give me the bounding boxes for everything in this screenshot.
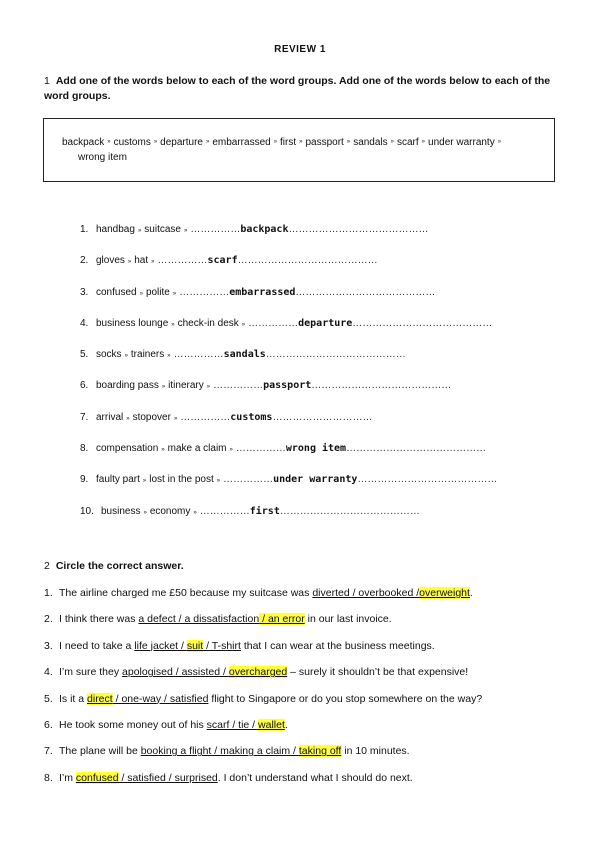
- section1-heading: [44, 74, 564, 104]
- prompt-word: compensation: [96, 443, 159, 455]
- item-number: 2.: [80, 255, 89, 267]
- selected-answer[interactable]: taking off: [298, 745, 342, 758]
- word-box: [43, 118, 555, 182]
- word-separator: »: [173, 415, 178, 422]
- word-box-word: backpack: [62, 137, 105, 149]
- prompt-word: make a claim: [167, 443, 227, 455]
- answer-blank-lead: ……………: [223, 474, 274, 486]
- page-title: REVIEW 1: [274, 44, 326, 55]
- word-separator: »: [127, 259, 132, 266]
- answer-blank-lead: ……………: [213, 380, 264, 392]
- prompt-word: arrival: [96, 411, 124, 423]
- question-text: Is it a: [59, 692, 88, 705]
- word-group-item: [80, 287, 540, 318]
- word-separator: »: [421, 139, 426, 145]
- answer-blank-trail: ……………………………………: [265, 349, 406, 361]
- answer-blank-trail: ……………………………………: [288, 224, 429, 235]
- word-separator: »: [139, 290, 143, 297]
- word-group-item: [80, 318, 540, 349]
- prompt-word: stopover: [132, 411, 171, 423]
- question-text: I think there was: [59, 613, 139, 626]
- answer-blank-trail: ……………………………………: [311, 380, 452, 392]
- answer-options[interactable]: booking a flight / making a claim /: [140, 745, 299, 758]
- answer-blank-trail: ……………………………………: [357, 474, 498, 486]
- word-separator: »: [172, 290, 177, 297]
- prompt-word: gloves: [96, 255, 125, 267]
- answer-options[interactable]: / satisfied / surprised: [118, 771, 218, 784]
- question-text: in 10 minutes.: [341, 745, 410, 758]
- word-box-word: wrong item: [78, 152, 127, 164]
- word-separator: »: [216, 478, 221, 485]
- prompt-word: business: [101, 505, 141, 517]
- handwritten-answer: first: [249, 505, 280, 517]
- question-text: I need to take a: [59, 639, 135, 652]
- handwritten-answer: customs: [230, 411, 273, 423]
- item-number: 1.: [80, 224, 89, 235]
- question-number: 2.: [44, 613, 53, 626]
- question-text: The airline charged me £50 because my suitcase was: [59, 587, 313, 599]
- word-box-word: scarf: [397, 137, 419, 149]
- question-number: 3.: [44, 639, 53, 652]
- answer-options[interactable]: apologised / assisted /: [122, 666, 229, 679]
- word-separator: »: [193, 509, 197, 516]
- selected-answer[interactable]: direct: [87, 692, 113, 705]
- word-separator: »: [229, 447, 233, 454]
- word-separator: »: [273, 139, 278, 145]
- answer-blank-lead: ……………: [180, 411, 231, 423]
- word-separator: »: [161, 447, 165, 454]
- section2-heading: [44, 560, 184, 572]
- question-text: – surely it shouldn’t be that expensive!: [287, 666, 469, 679]
- word-separator: »: [183, 228, 188, 234]
- word-separator: »: [241, 321, 246, 328]
- section2-heading-text: Circle the correct answer.: [55, 560, 184, 572]
- prompt-word: polite: [145, 286, 170, 298]
- item-number: 8.: [80, 443, 89, 455]
- handwritten-answer: under warranty: [273, 474, 358, 486]
- question-number: 6.: [44, 718, 53, 731]
- answer-blank-lead: ……………: [157, 255, 208, 267]
- prompt-word: trainers: [130, 349, 165, 361]
- question-number: 7.: [44, 745, 53, 758]
- handwritten-answer: departure: [298, 317, 353, 329]
- prompt-word: hat: [134, 255, 149, 267]
- question-number: 8.: [44, 771, 53, 784]
- word-box-word: sandals: [353, 137, 388, 149]
- word-separator: »: [205, 139, 210, 145]
- item-number: 6.: [80, 380, 89, 392]
- answer-blank-lead: ……………: [173, 349, 224, 361]
- word-box-word: embarrassed: [212, 137, 271, 149]
- word-separator: »: [142, 478, 147, 485]
- word-separator: »: [126, 415, 130, 422]
- answer-blank-lead: ……………: [199, 505, 250, 517]
- question-item: [44, 772, 574, 798]
- answer-blank-trail: …………………………: [272, 411, 373, 423]
- section2-number: 2: [44, 560, 50, 572]
- section1-number: 1: [44, 75, 50, 87]
- answer-blank-lead: ……………: [190, 224, 241, 235]
- question-text: .: [284, 718, 288, 731]
- selected-answer[interactable]: overweight: [419, 587, 470, 599]
- answer-blank-lead: ……………: [179, 286, 230, 298]
- word-separator: »: [161, 384, 166, 391]
- answer-blank-trail: ……………………………………: [352, 317, 493, 329]
- word-box-word: first: [280, 137, 297, 149]
- word-separator: »: [137, 228, 142, 234]
- word-separator: »: [206, 384, 211, 391]
- handwritten-answer: sandals: [223, 349, 266, 361]
- question-text: .: [469, 587, 473, 599]
- prompt-word: boarding pass: [96, 380, 159, 392]
- prompt-word: itinerary: [168, 380, 204, 392]
- prompt-word: lost in the post: [149, 474, 214, 486]
- answer-blank-lead: ……………: [248, 317, 299, 329]
- handwritten-answer: passport: [263, 380, 312, 392]
- word-box-word: under warranty: [428, 137, 495, 149]
- word-separator: »: [167, 353, 171, 360]
- word-box-word: passport: [305, 137, 344, 149]
- answer-blank-trail: ……………………………………: [295, 286, 436, 298]
- item-number: 4.: [80, 317, 89, 329]
- question-item: [44, 693, 574, 719]
- question-text: The plane will be: [59, 745, 141, 758]
- prompt-word: faulty part: [96, 474, 140, 486]
- word-group-item: [80, 349, 540, 380]
- selected-answer[interactable]: confused: [75, 771, 119, 784]
- answer-options[interactable]: / one-way / satisfied: [112, 692, 209, 705]
- question-item: [44, 613, 574, 639]
- multiple-choice-list: [44, 587, 574, 798]
- word-groups-list: [80, 224, 540, 537]
- question-number: 1.: [44, 587, 53, 599]
- answer-options[interactable]: life jacket /: [134, 639, 187, 652]
- answer-blank-lead: ……………: [235, 443, 286, 455]
- word-separator: »: [171, 321, 175, 328]
- question-item: [44, 719, 574, 745]
- word-group-item: [80, 380, 540, 411]
- prompt-word: check-in desk: [177, 317, 239, 329]
- selected-answer[interactable]: overcharged: [228, 666, 288, 679]
- word-box-word: customs: [113, 137, 151, 149]
- word-group-item: [80, 443, 540, 474]
- prompt-word: socks: [96, 349, 122, 361]
- question-text: that I can wear at the business meetings.: [240, 639, 435, 652]
- selected-answer[interactable]: suit: [186, 639, 204, 652]
- item-number: 10.: [80, 505, 94, 517]
- answer-options[interactable]: diverted / overbooked /: [312, 587, 420, 599]
- word-group-item: [80, 255, 540, 286]
- word-separator: »: [497, 139, 502, 145]
- answer-blank-trail: ……………………………………: [279, 505, 420, 517]
- word-group-item: [80, 506, 540, 537]
- question-number: 5.: [44, 692, 53, 705]
- word-separator: »: [299, 139, 303, 145]
- answer-blank-trail: ……………………………………: [346, 443, 487, 455]
- question-text: flight to Singapore or do you stop somewhere on the way?: [208, 692, 483, 705]
- word-separator: »: [151, 259, 155, 266]
- selected-answer[interactable]: wallet: [258, 718, 285, 731]
- word-group-item: [80, 474, 540, 505]
- prompt-word: confused: [96, 286, 137, 298]
- selected-answer[interactable]: / an error: [259, 613, 305, 626]
- word-separator: »: [124, 353, 128, 360]
- prompt-word: economy: [149, 505, 191, 517]
- question-item: [44, 640, 574, 666]
- word-group-item: [80, 224, 540, 255]
- question-text: . I don’t understand what I should do next.: [217, 771, 413, 784]
- item-number: 3.: [80, 286, 89, 298]
- question-text: in our last invoice.: [304, 613, 392, 626]
- item-number: 7.: [80, 411, 89, 423]
- word-separator: »: [143, 509, 147, 516]
- word-separator: »: [346, 139, 351, 145]
- prompt-word: handbag: [96, 224, 135, 235]
- handwritten-answer: scarf: [207, 255, 238, 267]
- question-item: [44, 745, 574, 771]
- handwritten-answer: backpack: [240, 224, 289, 235]
- question-text: He took some money out of his: [59, 718, 207, 731]
- item-number: 5.: [80, 349, 89, 361]
- word-separator: »: [153, 139, 158, 145]
- word-separator: »: [107, 139, 111, 145]
- answer-options[interactable]: / T-shirt: [203, 639, 241, 652]
- prompt-word: suitcase: [144, 224, 181, 235]
- question-text: I’m sure they: [59, 666, 123, 679]
- handwritten-answer: wrong item: [285, 443, 347, 455]
- prompt-word: business lounge: [96, 317, 169, 329]
- answer-options[interactable]: scarf / tie /: [206, 718, 259, 731]
- question-text: I’m: [59, 771, 76, 784]
- word-box-word: departure: [160, 137, 203, 149]
- answer-options[interactable]: a defect / a dissatisfaction: [138, 613, 260, 626]
- answer-blank-trail: ……………………………………: [237, 255, 378, 267]
- question-item: [44, 666, 574, 692]
- word-separator: »: [390, 139, 394, 145]
- item-number: 9.: [80, 474, 89, 486]
- question-item: [44, 587, 574, 613]
- section1-heading-text: Add one of the words below to each of the word groups. Add one of the words below to each of the word groups.: [44, 75, 551, 102]
- question-number: 4.: [44, 666, 53, 679]
- handwritten-answer: embarrassed: [229, 286, 296, 298]
- word-group-item: [80, 412, 540, 443]
